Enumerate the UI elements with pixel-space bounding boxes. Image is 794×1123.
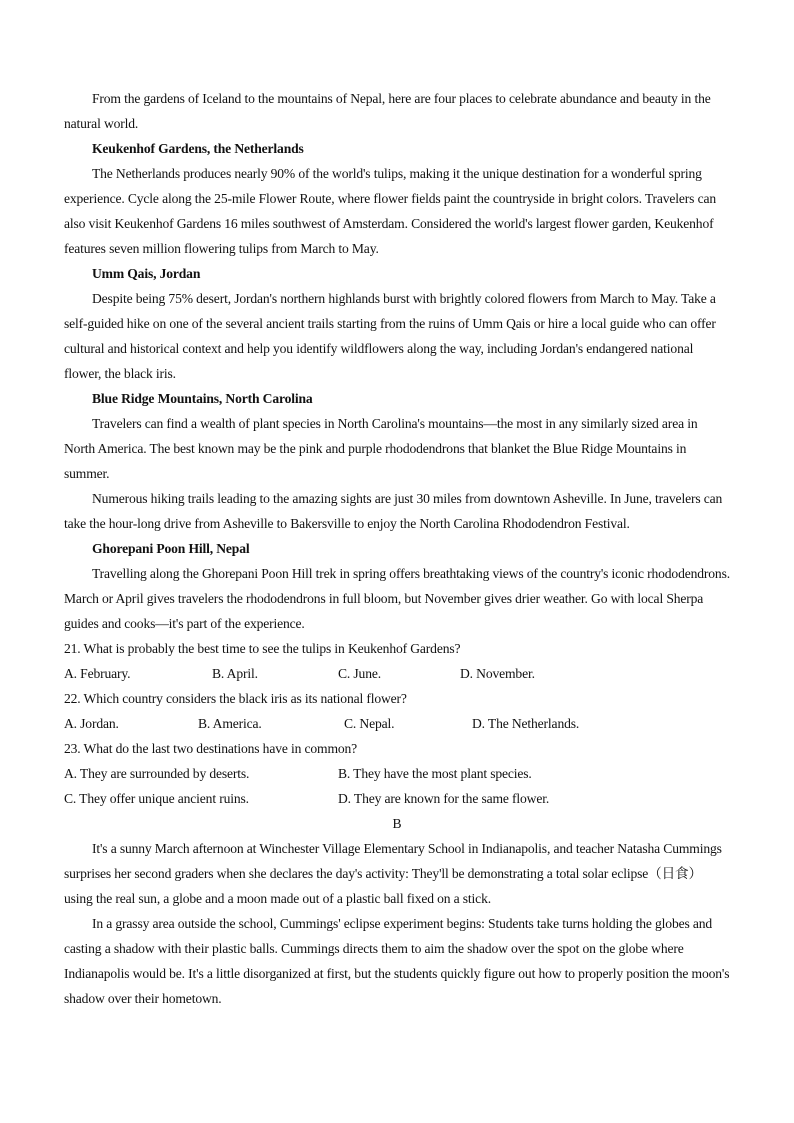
section-paragraph: Travelers can find a wealth of plant species in North Carolina's mountains—the most in any similarly sized area in North America. The best known may be the pink and purple rhododendrons that blanket the Blue Ridge Mountains in summer.	[64, 416, 698, 481]
section-heading-keukenhof: Keukenhof Gardens, the Netherlands	[92, 141, 304, 156]
option-c: C. They offer unique ancient ruins.	[64, 791, 249, 806]
intro-paragraph: From the gardens of Iceland to the mountains of Nepal, here are four places to celebrate abundance and beauty in the natural world.	[64, 91, 711, 131]
document-page	[64, 86, 730, 1011]
question-stem: 22. Which country considers the black iris as its national flower?	[64, 691, 407, 706]
option-c: C. June.	[338, 666, 381, 681]
section-paragraph: Numerous hiking trails leading to the amazing sights are just 30 miles from downtown Asheville. In June, travelers can take the hour-long drive from Asheville to Bakersville to enjoy the North Carolina Rhododendron Festival.	[64, 491, 723, 531]
section-label-b: B	[392, 816, 402, 831]
option-b: B. America.	[198, 716, 262, 731]
option-a: A. February.	[64, 666, 131, 681]
question-stem: 21. What is probably the best time to see the tulips in Keukenhof Gardens?	[64, 641, 461, 656]
section-b-paragraph: In a grassy area outside the school, Cummings' eclipse experiment begins: Students take turns holding the globes and casting a shadow with their plastic balls. Cummings directs them to aim the shadow over the spot on the globe where Indianapolis would be. It's a little disorganized at first, but the students quickly figure out how to properly position the moon's shadow over their hometown.	[64, 916, 730, 1006]
section-paragraph: Despite being 75% desert, Jordan's northern highlands burst with brightly colored flowers from March to May. Take a self-guided hike on one of the several ancient trails starting from the ruins of Umm Qais or hire a local guide who can offer cultural and historical context and help you identify wildflowers along the way, including Jordan's endangered national flower, the black iris.	[64, 291, 716, 381]
section-heading-ghorepani: Ghorepani Poon Hill, Nepal	[92, 541, 250, 556]
question-options	[64, 761, 730, 786]
question-options	[64, 661, 730, 686]
section-heading-umm-qais: Umm Qais, Jordan	[92, 266, 201, 281]
section-paragraph: Travelling along the Ghorepani Poon Hill trek in spring offers breathtaking views of the country's iconic rhododendrons. March or April gives travelers the rhododendrons in full bloom, but November gives drier weather. Go with local Sherpa guides and cooks—it's part of the experience.	[64, 566, 730, 631]
section-paragraph: The Netherlands produces nearly 90% of the world's tulips, making it the unique destination for a wonderful spring experience. Cycle along the 25-mile Flower Route, where flower fields paint the countryside in bright colors. Travelers can also visit Keukenhof Gardens 16 miles southwest of Amsterdam. Considered the world's largest flower garden, Keukenhof features seven million flowering tulips from March to May.	[64, 166, 716, 256]
question-stem: 23. What do the last two destinations have in common?	[64, 741, 358, 756]
section-b-paragraph: It's a sunny March afternoon at Winchester Village Elementary School in Indianapolis, and teacher Natasha Cummings surprises her second graders when she declares the day's activity: They'll be demonstrating a total solar eclipse（日食）using the real sun, a globe and a moon made out of a plastic ball fixed on a stick.	[64, 841, 722, 906]
section-heading-blue-ridge: Blue Ridge Mountains, North Carolina	[92, 391, 313, 406]
option-a: A. Jordan.	[64, 716, 119, 731]
option-d: D. The Netherlands.	[472, 716, 580, 731]
option-b: B. They have the most plant species.	[338, 766, 532, 781]
question-options	[64, 711, 730, 736]
option-b: B. April.	[212, 666, 258, 681]
option-a: A. They are surrounded by deserts.	[64, 766, 250, 781]
question-options	[64, 786, 730, 811]
option-d: D. November.	[460, 666, 535, 681]
option-d: D. They are known for the same flower.	[338, 791, 550, 806]
option-c: C. Nepal.	[344, 716, 395, 731]
